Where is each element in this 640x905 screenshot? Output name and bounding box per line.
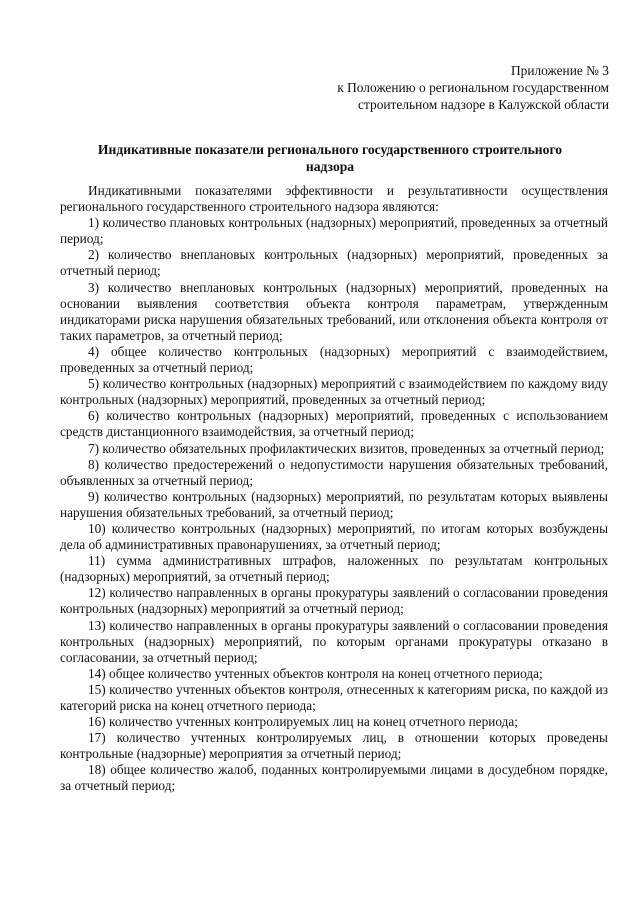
list-item: 15) количество учтенных объектов контроля, отнесенных к категориям риска, по каждой из категорий риска на конец отчетного периода; (60, 681, 608, 713)
document-body (60, 183, 608, 795)
list-item: 11) сумма административных штрафов, наложенных по результатам контрольных (надзорных) мероприятий, за отчетный период; (60, 553, 608, 585)
list-item: 2) количество внеплановых контрольных (надзорных) мероприятий, проведенных за отчетный период; (60, 247, 608, 279)
appendix-line-1: Приложение № 3 (510, 63, 609, 78)
list-item: 14) общее количество учтенных объектов контроля на конец отчетного периода; (88, 665, 543, 681)
title-line-2: надзора (305, 159, 355, 174)
list-item: 6) количество контрольных (надзорных) мероприятий, проведенных с использованием средств дистанционного взаимодействия, за отчетный период; (60, 408, 608, 440)
list-item: 4) общее количество контрольных (надзорных) мероприятий с взаимодействием, проведенных за отчетный период; (60, 343, 608, 376)
list-item: 18) общее количество жалоб, поданных контролируемыми лицами в досудебном порядке, за отчетный период; (60, 762, 608, 794)
list-item: 12) количество направленных в органы прокуратуры заявлений о согласовании проведения контрольных (надзорных) мероприятий за отчетный период; (60, 585, 608, 617)
list-item: 16) количество учтенных контролируемых лиц на конец отчетного периода; (88, 714, 518, 730)
list-item: 10) количество контрольных (надзорных) мероприятий, по итогам которых возбуждены дела об административных правонарушениях, за отчетный период; (60, 520, 608, 553)
list-item: 7) количество обязательных профилактических визитов, проведенных за отчетный период; (88, 440, 605, 456)
intro-paragraph: Индикативными показателями эффективности и результативности осуществления регионального государственного строительного надзора являются: (60, 183, 608, 215)
title-line-1: Индикативные показатели регионального государственного строительного (97, 142, 563, 157)
list-item: 1) количество плановых контрольных (надзорных) мероприятий, проведенных за отчетный период; (60, 215, 608, 247)
list-item: 13) количество направленных в органы прокуратуры заявлений о согласовании проведения контрольных (надзорных) мероприятий, по которым органами прокуратуры отказано в согласовании, за отчетный период; (60, 617, 608, 665)
list-item: 3) количество внеплановых контрольных (надзорных) мероприятий, проведенных на основании выявления соответствия объекта контроля параметрам, утвержденным индикаторами риска нарушения обязательных требований, или отклонения объекта контроля от таких параметров, за отчетный период; (60, 279, 608, 343)
appendix-line-2: к Положению о региональном государственном (337, 80, 609, 95)
appendix-line-3: строительном надзоре в Калужской области (358, 97, 609, 112)
list-item: 5) количество контрольных (надзорных) мероприятий с взаимодействием по каждому виду контрольных (надзорных) мероприятий, проведенных за отчетный период; (60, 376, 608, 408)
list-item: 8) количество предостережений о недопустимости нарушения обязательных требований, объявленных за отчетный период; (60, 456, 608, 488)
list-item: 17) количество учтенных контролируемых лиц, в отношении которых проведены контрольные (надзорные) мероприятия за отчетный период; (60, 730, 608, 762)
document-title (60, 141, 600, 175)
appendix-header (279, 62, 609, 113)
list-item: 9) количество контрольных (надзорных) мероприятий, по результатам которых выявлены нарушения обязательных требований, за отчетный период; (60, 488, 608, 520)
